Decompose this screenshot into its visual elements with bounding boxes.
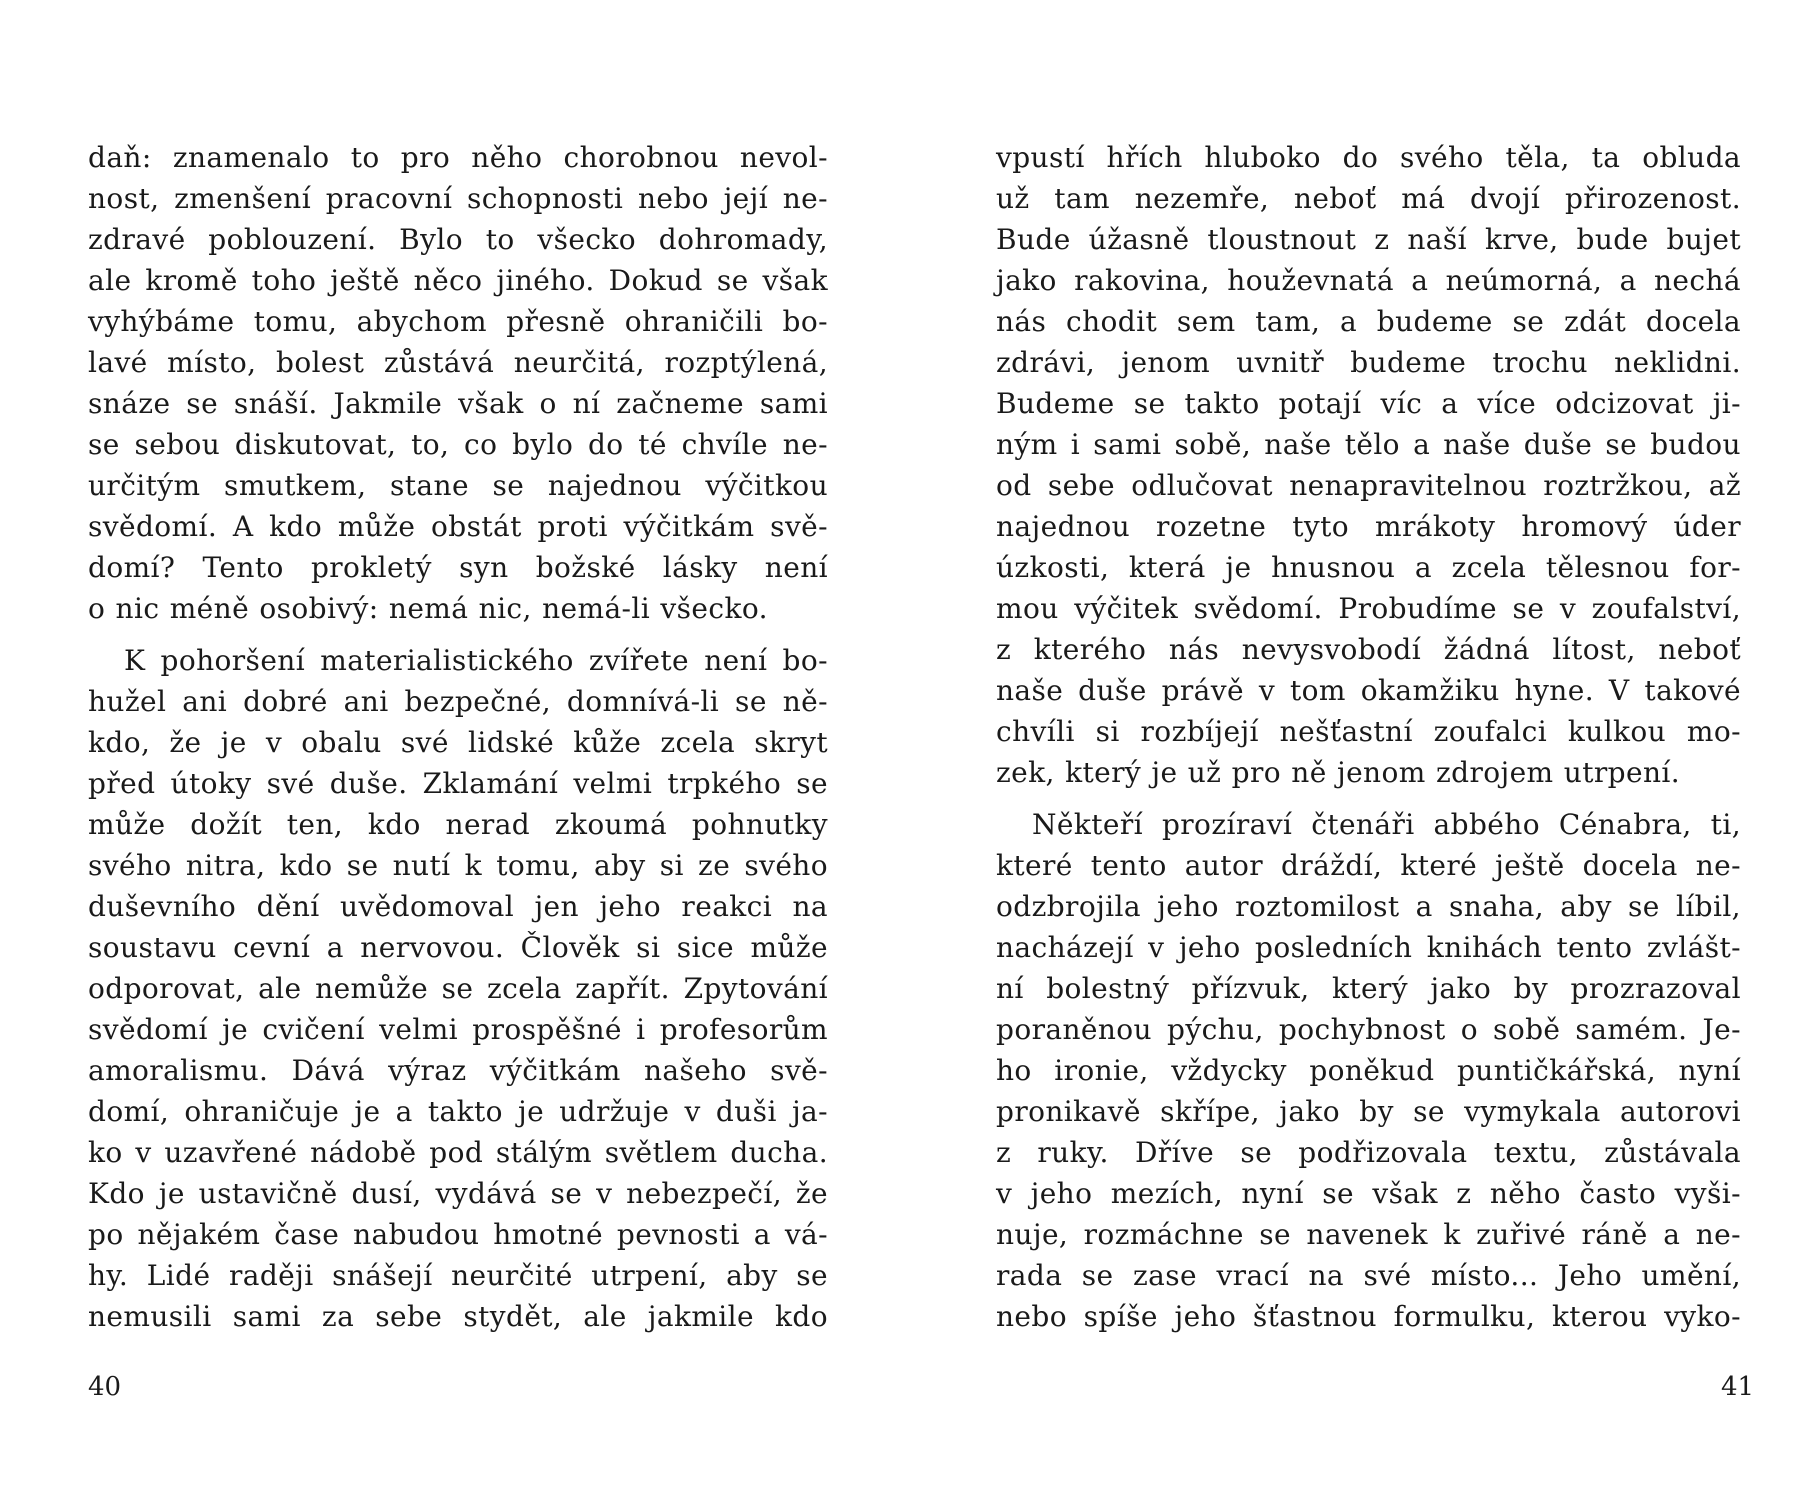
paragraph-gap xyxy=(88,629,828,640)
text-line: po nějakém čase nabudou hmotné pevnosti a vá- xyxy=(88,1218,828,1251)
text-line: úzkosti, která je hnusnou a zcela tělesnou for- xyxy=(996,551,1741,584)
text-line: hy. Lidé raději snášejí neurčité utrpení, aby se xyxy=(88,1259,828,1292)
text-line: v jeho mezích, nyní se však z něho často vyši- xyxy=(996,1177,1741,1210)
page-number: 41 xyxy=(1721,1372,1755,1402)
text-line: zek, který je už pro ně jenom zdrojem utrpení. xyxy=(996,756,1681,789)
text-line: se sebou diskutovat, to, co bylo do té chvíle ne- xyxy=(88,428,828,461)
text-line: nacházejí v jeho posledních knihách tento zvlášt- xyxy=(996,931,1741,964)
text-line: Kdo je ustavičně dusí, vydává se v nebezpečí, že xyxy=(88,1177,828,1210)
text-line: lavé místo, bolest zůstává neurčitá, rozptýlená, xyxy=(88,346,828,379)
text-line: ho ironie, vždycky poněkud puntičkářská, nyní xyxy=(996,1054,1741,1087)
text-line: pronikavě skřípe, jako by se vymykala autorovi xyxy=(996,1095,1741,1128)
right-page-text xyxy=(996,137,1741,1337)
text-line: nuje, rozmáchne se navenek k zuřivé ráně a ne- xyxy=(996,1218,1741,1251)
text-line: ale kromě toho ještě něco jiného. Dokud se však xyxy=(88,264,828,297)
page-number: 40 xyxy=(88,1372,122,1402)
text-line: K pohoršení materialistického zvířete není bo- xyxy=(124,644,828,677)
text-line: ným i sami sobě, naše tělo a naše duše se budou xyxy=(996,428,1741,461)
text-line: nost, zmenšení pracovní schopnosti nebo její ne- xyxy=(88,182,828,215)
text-line: ní bolestný přízvuk, který jako by prozrazoval xyxy=(996,972,1741,1005)
text-line: domí? Tento prokletý syn božské lásky není xyxy=(88,551,828,584)
text-line: chvíli si rozbíjejí nešťastní zoufalci kulkou mo- xyxy=(996,715,1741,748)
text-line: amoralismu. Dává výraz výčitkám našeho svě- xyxy=(88,1054,828,1087)
text-line: určitým smutkem, stane se najednou výčitkou xyxy=(88,469,828,502)
text-line: od sebe odlučovat nenapravitelnou roztržkou, až xyxy=(996,469,1741,502)
text-line: odzbrojila jeho roztomilost a snaha, aby se líbil, xyxy=(996,890,1741,923)
text-line: najednou rozetne tyto mrákoty hromový úder xyxy=(996,510,1741,543)
text-line: Bude úžasně tloustnout z naší krve, bude bujet xyxy=(996,223,1741,256)
text-line: může dožít ten, kdo nerad zkoumá pohnutky xyxy=(88,808,828,841)
text-line: před útoky své duše. Zklamání velmi trpkého se xyxy=(88,767,828,800)
text-line: svého nitra, kdo se nutí k tomu, aby si ze svého xyxy=(88,849,828,882)
text-line: Budeme se takto potají víc a více odcizovat ji- xyxy=(996,387,1741,420)
text-line: zdravé poblouzení. Bylo to všecko dohromady, xyxy=(88,223,828,256)
text-line: poraněnou pýchu, pochybnost o sobě samém. Je- xyxy=(996,1013,1741,1046)
text-line: nemusili sami za sebe stydět, ale jakmile kdo xyxy=(88,1300,828,1333)
text-line: už tam nezemře, neboť má dvojí přirozenost. xyxy=(996,182,1741,215)
paragraph-gap xyxy=(996,793,1741,804)
text-line: zdrávi, jenom uvnitř budeme trochu neklidni. xyxy=(996,346,1741,379)
text-line: nás chodit sem tam, a budeme se zdát docela xyxy=(996,305,1741,338)
right-page xyxy=(906,0,1812,1500)
text-line: o nic méně osobivý: nemá nic, nemá-li všecko. xyxy=(88,592,768,625)
text-line: duševního dění uvědomoval jen jeho reakci na xyxy=(88,890,828,923)
text-line: odporovat, ale nemůže se zcela zapřít. Zpytování xyxy=(88,972,828,1005)
text-line: hužel ani dobré ani bezpečné, domnívá-li se ně- xyxy=(88,685,828,718)
text-line: mou výčitek svědomí. Probudíme se v zoufalství, xyxy=(996,592,1741,625)
text-line: jako rakovina, houževnatá a neúmorná, a nechá xyxy=(996,264,1741,297)
left-page-text xyxy=(88,137,828,1337)
text-line: z kterého nás nevysvobodí žádná lítost, neboť xyxy=(996,633,1741,666)
text-line: z ruky. Dříve se podřizovala textu, zůstávala xyxy=(996,1136,1741,1169)
text-line: vpustí hřích hluboko do svého těla, ta obluda xyxy=(996,141,1741,174)
text-line: domí, ohraničuje je a takto je udržuje v duši ja- xyxy=(88,1095,828,1128)
text-line: soustavu cevní a nervovou. Člověk si sice může xyxy=(88,931,828,964)
text-line: svědomí je cvičení velmi prospěšné i profesorům xyxy=(88,1013,828,1046)
text-line: daň: znamenalo to pro něho chorobnou nevol- xyxy=(88,141,828,174)
text-line: které tento autor dráždí, které ještě docela ne- xyxy=(996,849,1741,882)
text-line: ko v uzavřené nádobě pod stálým světlem ducha. xyxy=(88,1136,828,1169)
text-line: vyhýbáme tomu, abychom přesně ohraničili bo- xyxy=(88,305,828,338)
text-line: svědomí. A kdo může obstát proti výčitkám svě- xyxy=(88,510,828,543)
text-line: nebo spíše jeho šťastnou formulku, kterou vyko- xyxy=(996,1300,1741,1333)
text-line: snáze se snáší. Jakmile však o ní začneme sami xyxy=(88,387,828,420)
text-line: rada se zase vrací na své místo... Jeho umění, xyxy=(996,1259,1741,1292)
text-line: Někteří prozíraví čtenáři abbého Cénabra, ti, xyxy=(1032,808,1741,841)
text-line: kdo, že je v obalu své lidské kůže zcela skryt xyxy=(88,726,828,759)
text-line: naše duše právě v tom okamžiku hyne. V takové xyxy=(996,674,1741,707)
